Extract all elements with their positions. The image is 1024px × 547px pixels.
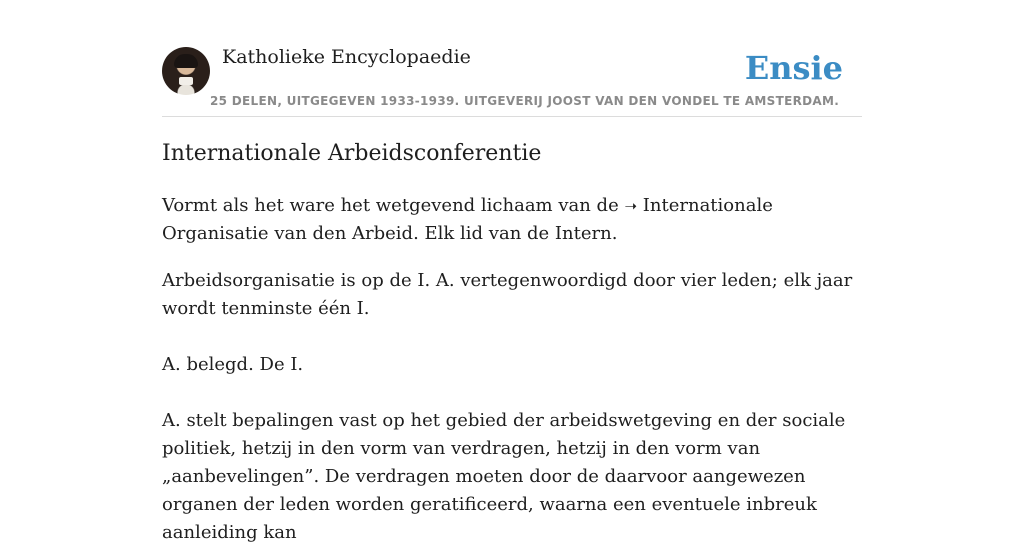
paragraph-1 — [162, 192, 862, 248]
paragraph-3: A. belegd. De I. — [162, 354, 304, 375]
paragraph-4: A. stelt bepalingen vast op het gebied der arbeidswetgeving en der sociale politiek, hetzij in den vorm van verdragen, hetzij in den vorm van „aanbevelingen”. De verdragen moeten door de daarvoor aangewezen organen der leden worden geratificeerd, waarna een eventuele inbreuk aanleiding kan — [162, 410, 846, 543]
link-arrow-icon: ➝ — [624, 197, 638, 215]
site-header — [162, 0, 862, 117]
paragraph-2: Arbeidsorganisatie is op de I. A. vertegenwoordigd door vier leden; elk jaar wordt tenminste één I. — [162, 270, 853, 319]
ensie-logo-link[interactable]: Ensie — [744, 49, 843, 87]
article-title: Internationale Arbeidsconferentie — [162, 141, 542, 166]
paragraph-1-text: Vormt als het ware het wetgevend lichaam van de — [162, 195, 619, 216]
internationale-organisatie-link[interactable]: Internationale Organisatie — [162, 195, 773, 244]
encyclopedia-subtitle: 25 DELEN, UITGEGEVEN 1933-1939. UITGEVERIJ JOOST VAN DEN VONDEL TE AMSTERDAM. — [210, 94, 840, 108]
paragraph-1-tail: van den Arbeid. Elk lid van de Intern. — [274, 223, 618, 244]
article-body — [162, 138, 862, 547]
encyclopedia-avatar[interactable] — [162, 47, 210, 95]
encyclopedia-name-link[interactable]: Katholieke Encyclopaedie — [222, 46, 471, 68]
avatar-hair — [174, 54, 198, 68]
avatar-collar — [179, 77, 193, 85]
